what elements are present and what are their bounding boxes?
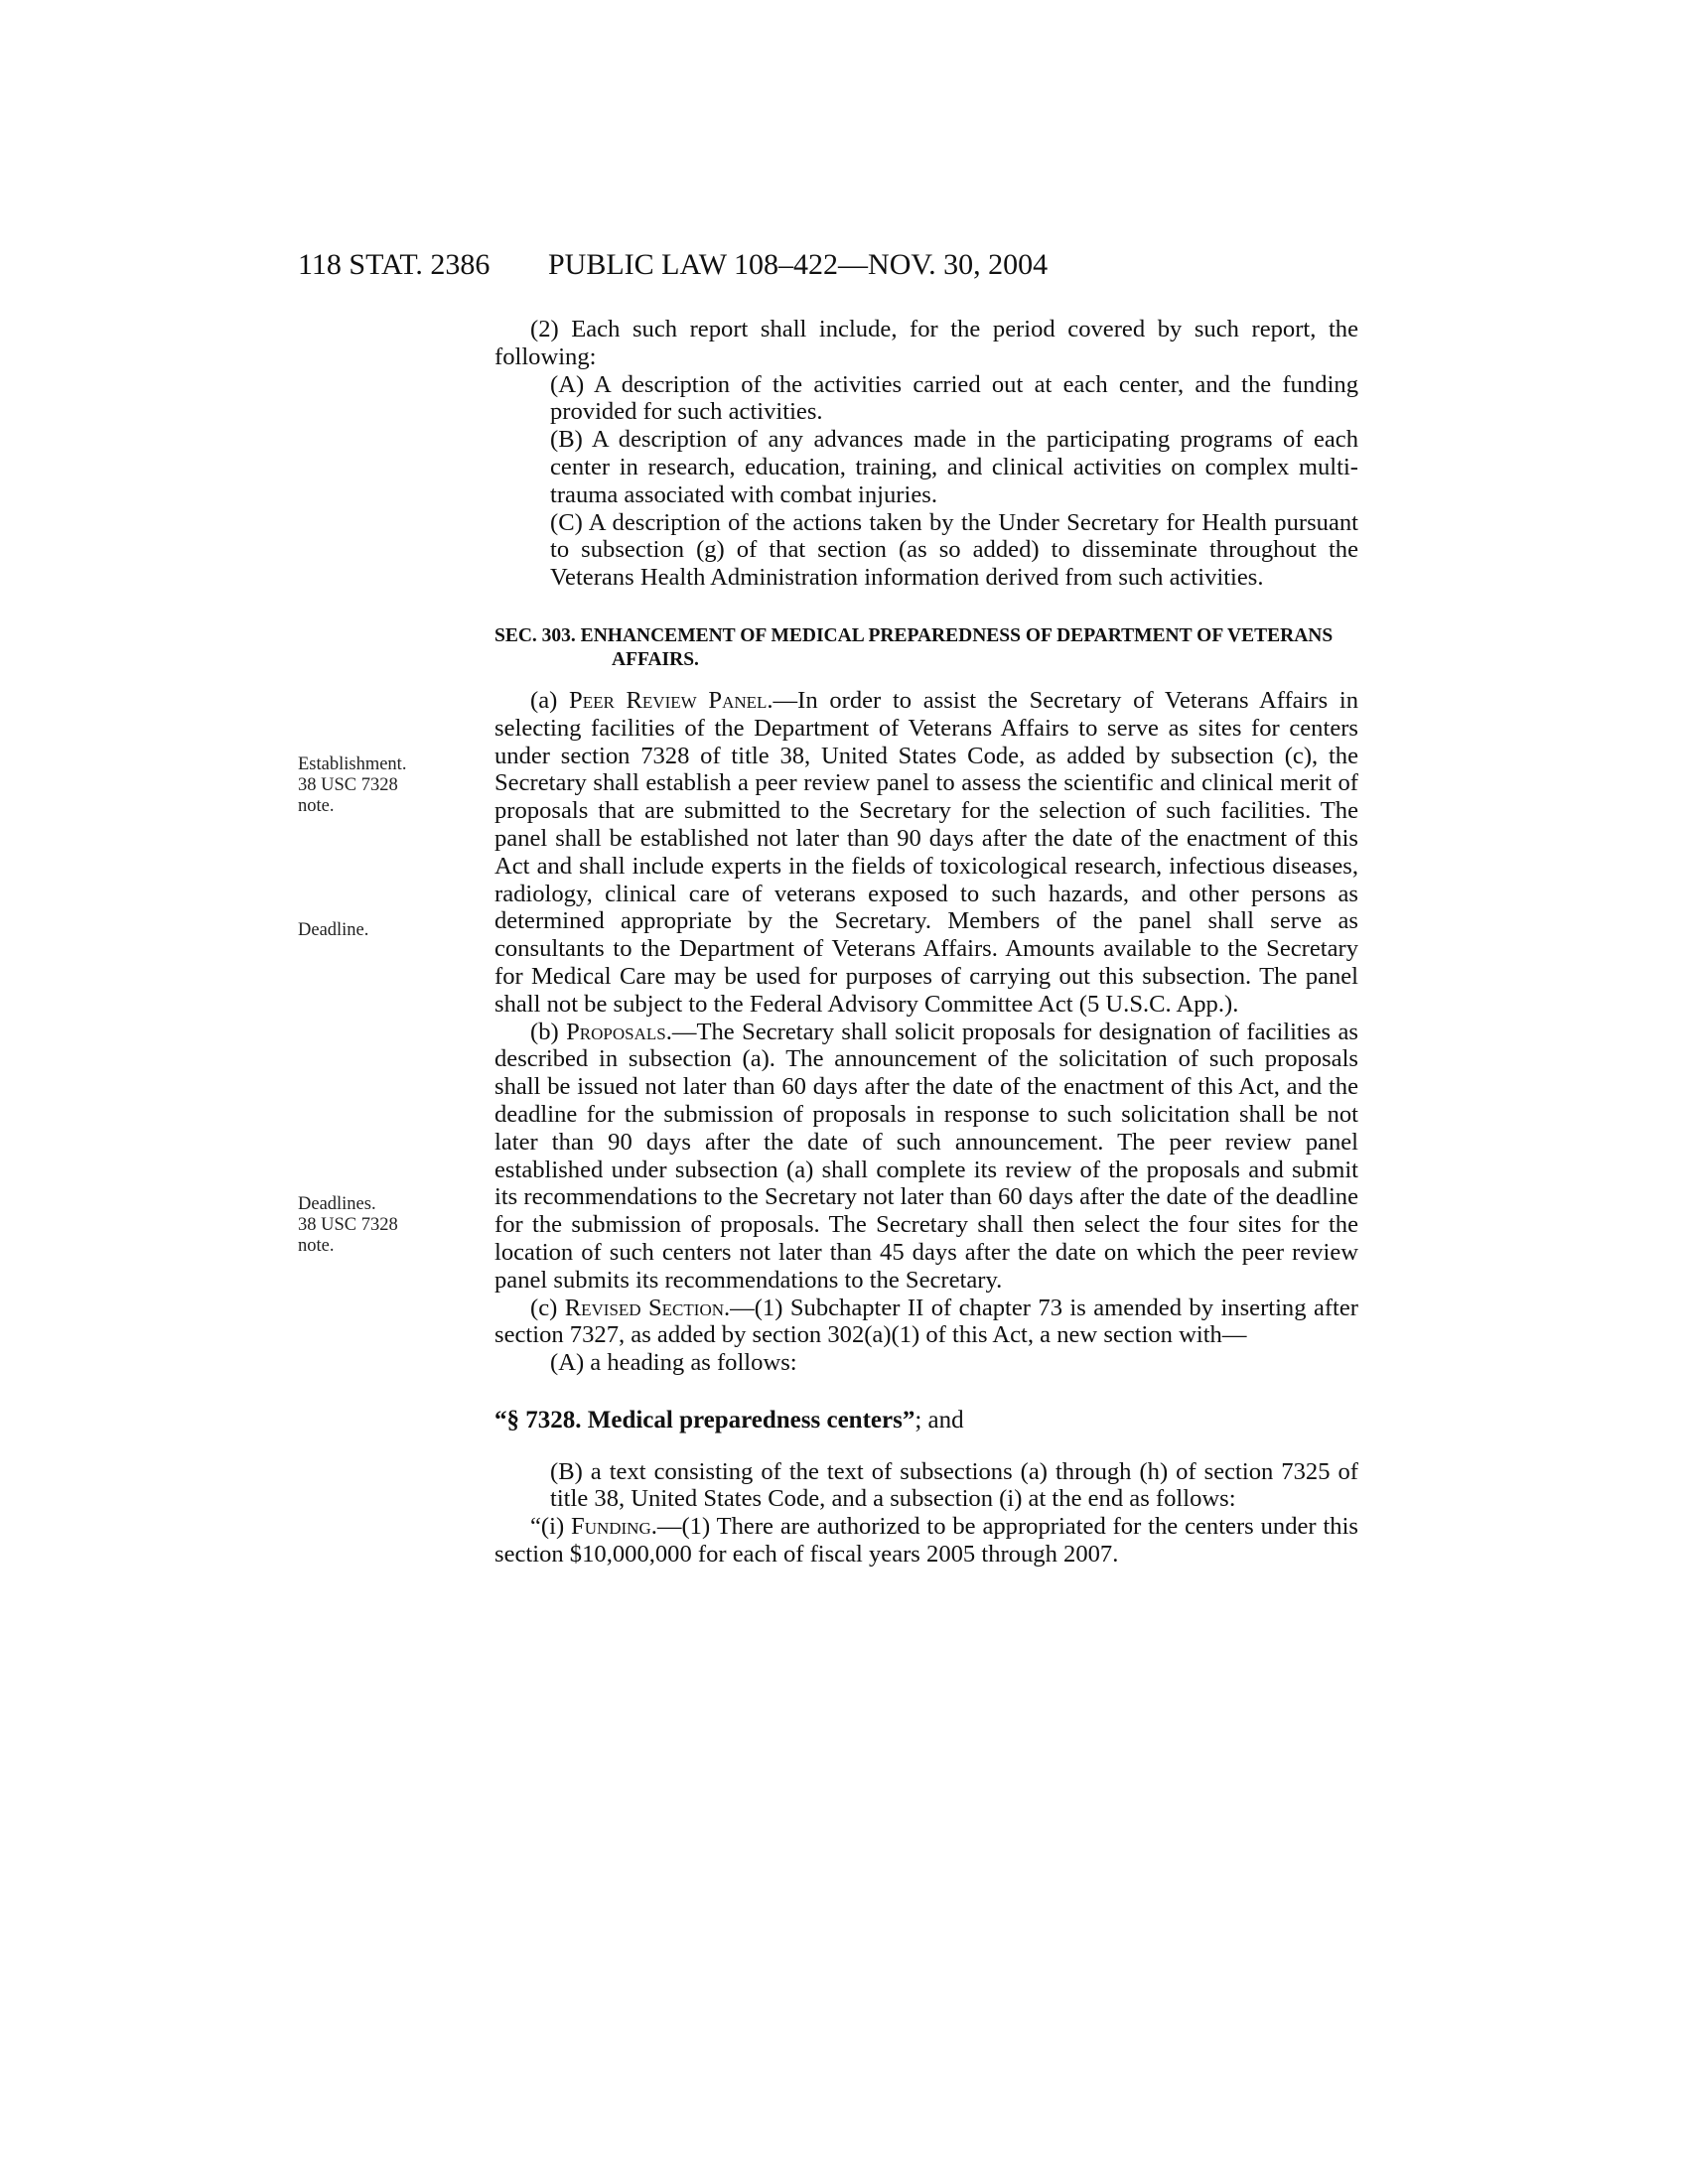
subsection-a-label: (a) [530, 686, 570, 714]
section-7328-heading: “§ 7328. Medical preparedness centers” [494, 1406, 915, 1433]
subsection-b-title: Proposals [566, 1018, 666, 1045]
body-text-column [494, 316, 1358, 1569]
margin-note-line: Establishment. [298, 754, 407, 774]
subparagraph-b: (B) A description of any advances made in the participating programs of each center in research, education, training, and clinical activities on complex multi-trauma associated with combat injuries. [550, 426, 1358, 508]
margin-note-deadline [298, 920, 457, 941]
subsection-i-label: “(i) [530, 1513, 572, 1541]
new-section-heading [494, 1407, 1358, 1434]
subsection-c-text: .—(1) Subchapter II of chapter 73 is amended by inserting after section 7327, as added by section 302(a)(1) of this Act, a new section with— [494, 1294, 1358, 1349]
subsection-b-text: .—The Secretary shall solicit proposals for designation of facilities as described in subsection (a). The announcement of the solicitation of such proposals shall be issued not later than 60 days after the date of the enactment of this Act, and the deadline for the submission of proposals in response to such solicitation shall be not later than 90 days after the date of such announcement. The peer review panel established under subsection (a) shall complete its review of the proposals and submit its recommendations to the Secretary not later than 60 days after the date of the deadline for the submission of proposals. The Secretary shall then select the four sites for the location of such centers not later than 45 days after the date on which the peer review panel submits its recommendations to the Secretary. [494, 1018, 1359, 1294]
margin-note-line: Deadlines. [298, 1194, 376, 1214]
subparagraph-c: (C) A description of the actions taken by the Under Secretary for Health pursuant to subsection (g) of that section (as so added) to disseminate throughout the Veterans Health Administration information derived from such activities. [550, 508, 1358, 592]
subsection-b-label: (b) [530, 1018, 567, 1045]
subsection-i-title: Funding [571, 1513, 651, 1541]
margin-note-line: note. [298, 796, 335, 816]
section-heading: SEC. 303. ENHANCEMENT OF MEDICAL PREPAREDNESS OF DEPARTMENT OF VETERANS AFFAIRS. [494, 624, 1334, 670]
margin-note-line: 38 USC 7328 [298, 775, 398, 795]
running-head [298, 248, 1375, 288]
margin-note-line: 38 USC 7328 [298, 1215, 398, 1235]
subsection-c-subparagraph-a: (A) a heading as follows: [550, 1349, 797, 1377]
statute-page-number: 118 STAT. 2386 [298, 248, 491, 281]
margin-note-line: note. [298, 1236, 335, 1256]
margin-note-establishment [298, 754, 457, 817]
subsection-b [494, 1019, 1358, 1295]
subsection-i-funding [494, 1513, 1358, 1569]
subsection-c-title: Revised Section [564, 1294, 724, 1321]
subsection-c-subparagraph-b: (B) a text consisting of the text of subsections (a) through (h) of section 7325 of title 38, United States Code, and a subsection (i) at the end as follows: [550, 1457, 1358, 1513]
subsection-a-text: .—In order to assist the Secretary of Veterans Affairs in selecting facilities of the Department of Veterans Affairs to serve as sites for centers under section 7328 of title 38, United States Code, as added by subsection (c), the Secretary shall establish a peer review panel to assess the scientific and clinical merit of proposals that are submitted to the Secretary for the selection of such facilities. The panel shall be established not later than 90 days after the date of the enactment of this Act and shall include experts in the fields of toxicological research, infectious diseases, radiology, clinical care of veterans exposed to such hazards, and other persons as determined appropriate by the Secretary. Members of the panel shall serve as consultants to the Department of Veterans Affairs. Amounts available to the Secretary for Medical Care may be used for purposes of carrying out this subsection. The panel shall not be subject to the Federal Advisory Committee Act (5 U.S.C. App.). [494, 686, 1358, 1018]
subsection-a-title: Peer Review Panel [569, 686, 768, 714]
margin-note-line: Deadline. [298, 920, 369, 940]
margin-note-deadlines [298, 1194, 457, 1257]
subsection-c-label: (c) [530, 1294, 565, 1321]
subsection-c [494, 1295, 1358, 1350]
subsection-i-text: .—(1) There are authorized to be appropriated for the centers under this section $10,000,000 for each of fiscal years 2005 through 2007. [494, 1513, 1359, 1569]
paragraph-2: (2) Each such report shall include, for the period covered by such report, the following: [494, 316, 1358, 370]
public-law-citation: PUBLIC LAW 108–422—NOV. 30, 2004 [548, 248, 1049, 281]
subparagraph-a: (A) A description of the activities carried out at each center, and the funding provided for such activities. [550, 370, 1358, 426]
subsection-a [494, 687, 1358, 1019]
heading-tail: ; and [914, 1406, 964, 1433]
